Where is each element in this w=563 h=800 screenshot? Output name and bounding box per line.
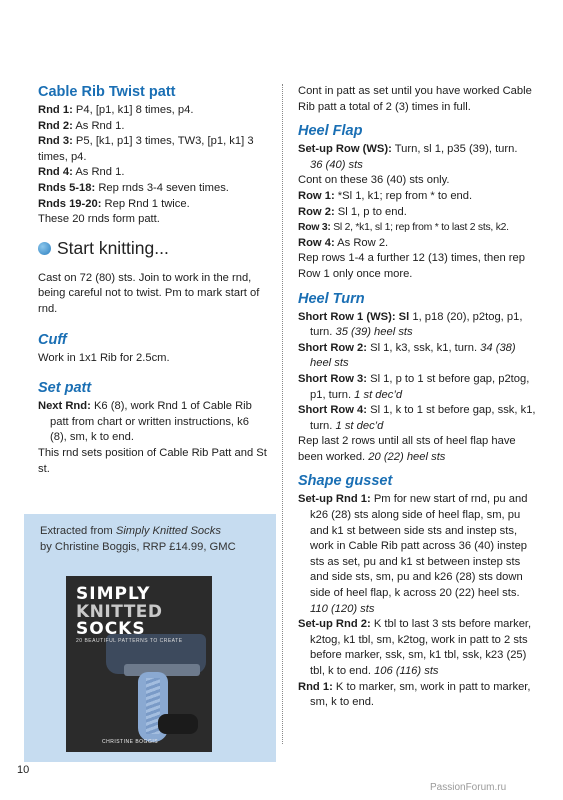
shape-gusset-title: Shape gusset (298, 473, 393, 490)
cover-author: CHRISTINE BOGGIS (102, 739, 159, 745)
rnd2-line: Rnd 2: As Rnd 1. (38, 119, 125, 132)
left-column (38, 84, 268, 477)
next-rnd-line: Next Rnd: K6 (8), work Rnd 1 of Cable Rib patt from chart or written instructions, k6 (8), sm, k to end. (38, 400, 252, 444)
yarn-ball-icon (38, 242, 51, 255)
rnds-5-18-line: Rnds 5-18: Rep rnds 3-4 seven times. (38, 181, 229, 194)
rnd3-line: Rnd 3: P5, [k1, p1] 3 times, TW3, [p1, k1] 3 times, p4. (38, 135, 254, 163)
short-row-2-line: Short Row 2: Sl 1, k3, ssk, k1, turn. 34 (38) heel sts (298, 341, 516, 370)
book-promo-text: Extracted from Simply Knitted Socks by Christine Boggis, RRP £14.99, GMC (40, 525, 236, 553)
page-number: 10 (17, 764, 30, 776)
form-patt-line: These 20 rnds form patt. (38, 213, 160, 226)
right-column (298, 84, 536, 711)
cover-title-socks: SOCKS (76, 619, 146, 639)
book-cover-image (66, 576, 212, 752)
start-knitting-heading (38, 238, 268, 259)
set-patt-title: Set patt (38, 380, 92, 397)
cuff-paragraph: Work in 1x1 Rib for 2.5cm. (38, 351, 170, 364)
sets-position-paragraph: This rnd sets position of Cable Rib Patt and St st. (38, 446, 267, 475)
start-knitting-title: Start knitting... (57, 237, 169, 258)
rnd4-line: Rnd 4: As Rnd 1. (38, 166, 125, 179)
row3-line: Row 3: Sl 2, *k1, sl 1; rep from * to last 2 sts, k2. (298, 222, 509, 234)
row2-line: Row 2: Sl 1, p to end. (298, 205, 407, 218)
short-row-4-line: Short Row 4: Sl 1, k to 1 st before gap, ssk, k1, turn. 1 st dec’d (298, 404, 536, 432)
short-row-3-line: Short Row 3: Sl 1, p to 1 st before gap, p2tog, p1, turn. 1 st dec’d (298, 372, 530, 401)
row4-line: Row 4: As Row 2. (298, 236, 389, 249)
book-promo-box (24, 514, 276, 762)
cast-on-paragraph: Cast on 72 (80) sts. Join to work in the rnd, being careful not to twist. Pm to mark start of rnd. (38, 271, 260, 315)
short-row-1-line: Short Row 1 (WS): Sl 1, p18 (20), p2tog, p1, turn. 35 (39) heel sts (298, 310, 523, 339)
heel-flap-title: Heel Flap (298, 123, 363, 140)
cover-title-simply: SIMPLY (76, 584, 151, 604)
setup-row-line: Set-up Row (WS): Turn, sl 1, p35 (39), turn. (298, 143, 518, 156)
cont-36-line: Cont on these 36 (40) sts only. (298, 174, 450, 187)
setup-row-count: 36 (40) sts (310, 158, 363, 171)
rep-last-paragraph: Rep last 2 rows until all sts of heel flap have been worked. 20 (22) heel sts (298, 435, 516, 463)
cable-rib-title: Cable Rib Twist patt (38, 84, 176, 100)
cuff-title: Cuff (38, 331, 67, 348)
setup-rnd-1-line: Set-up Rnd 1: Pm for new start of rnd, pu and k26 (28) sts along side of heel flap, sm, pu and k1 st between side sts and instep sts, work in Cable Rib patt across 36 (40) instep sts as set, pu and k1 st between instep sts and side sts, sm, pu and k26 (28) sts down side of heel flap, k across 20 (22) heel sts. 110 (120) sts (298, 493, 528, 615)
watermark: PassionForum.ru (430, 782, 507, 793)
cover-subtitle: 20 BEAUTIFUL PATTERNS TO CREATE (76, 638, 183, 644)
cont-paragraph: Cont in patt as set until you have worked Cable Rib patt a total of 2 (3) times in full. (298, 85, 532, 113)
cover-title-knitted: KNITTED (76, 602, 163, 622)
book-title: Simply Knitted Socks (115, 525, 221, 537)
shoe-shape (158, 714, 198, 734)
setup-rnd-2-line: Set-up Rnd 2: K tbl to last 3 sts before marker, k2tog, k1 tbl, sm, k2tog, work in patt to 2 sts before marker, ssk, sm, k1 tbl, ssk, k23 (25) tbl, k to end. 106 (116) sts (298, 618, 532, 677)
heel-turn-title: Heel Turn (298, 290, 365, 307)
rep-rows-paragraph: Rep rows 1-4 a further 12 (13) times, then rep Row 1 only once more. (298, 252, 525, 280)
column-divider (282, 84, 283, 744)
row1-line: Row 1: *Sl 1, k1; rep from * to end. (298, 189, 473, 202)
rnd1-gusset-line: Rnd 1: K to marker, sm, work in patt to marker, sm, k to end. (298, 680, 531, 709)
rnds-19-20-line: Rnds 19-20: Rep Rnd 1 twice. (38, 197, 190, 210)
rnd1-line: Rnd 1: P4, [p1, k1] 8 times, p4. (38, 104, 194, 116)
